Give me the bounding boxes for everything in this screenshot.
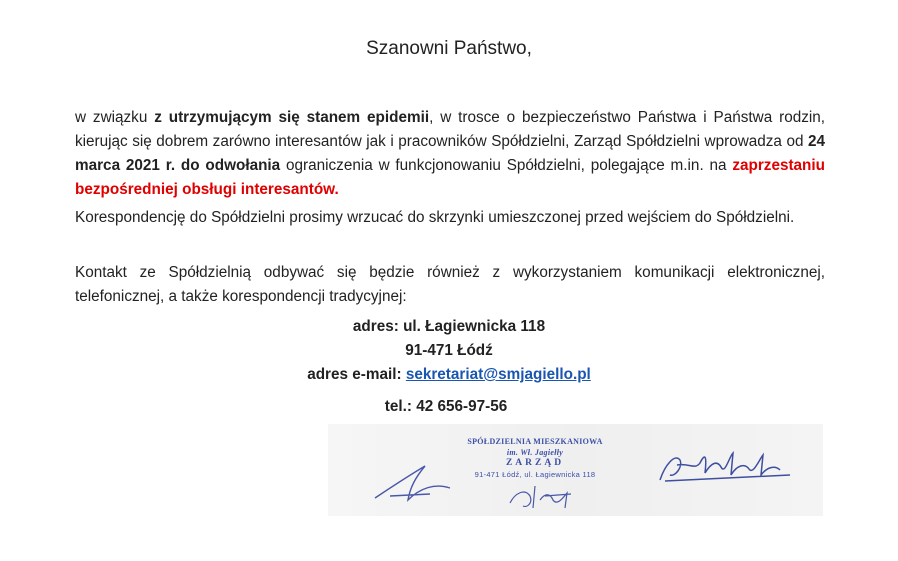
email-label: adres e-mail:	[307, 366, 406, 383]
p1-bold-epidemic: z utrzymującym się stanem epidemii	[154, 109, 430, 126]
stamp-line-3: ZARZĄD	[505, 458, 565, 468]
contact-city: 91-471 Łódź	[405, 342, 493, 359]
p1-text-3: ograniczenia w funkcjonowaniu Spółdzielni, polegające m.in. na	[280, 157, 733, 174]
contact-address: adres: ul. Łagiewnicka 118	[352, 318, 546, 335]
email-link[interactable]: sekretariat@smjagiello.pl	[405, 366, 591, 383]
p1-text-2: , w trosce o bezpieczeństwo Państwa i Państwa rodzin, kierując się dobrem zarówno interesantów jak i pracowników Spółdzielni, Zarząd Spółdzielni wprowadza od	[75, 109, 826, 150]
signature-middle-icon	[505, 478, 580, 513]
p1-bold-date: 24 marca 2021 r. do odwołania	[75, 133, 825, 174]
paragraph-correspondence: Korespondencję do Spółdzielni prosimy wrzucać do skrzynki umieszczonej przed wejściem do Spółdzielni.	[75, 209, 795, 226]
stamp-line-1: SPÓŁDZIELNIA MIESZKANIOWA	[467, 437, 603, 446]
stamp-line-2: im. Wł. Jagiełły	[506, 448, 564, 457]
p1-red-notice: zaprzestaniu bezpośredniej obsługi interesantów.	[75, 157, 825, 198]
signature-left-icon	[370, 458, 460, 508]
p1-text-1: w związku	[75, 109, 155, 126]
greeting-title: Szanowni Państwo,	[366, 38, 532, 59]
paragraph-epidemic-notice	[75, 106, 825, 202]
contact-phone: tel.: 42 656-97-56	[384, 398, 508, 415]
paragraph-contact-intro: Kontakt ze Spółdzielnią odbywać się będzie również z wykorzystaniem komunikacji elektronicznej, telefonicznej, a także korespondencji tradycyjnej:	[75, 264, 825, 305]
contact-email-line	[0, 364, 898, 386]
stamp-line-4: 91-471 Łódź, ul. Łagiewnicka 118	[474, 470, 596, 479]
signature-right-icon	[655, 445, 800, 490]
cooperative-stamp	[460, 436, 610, 480]
